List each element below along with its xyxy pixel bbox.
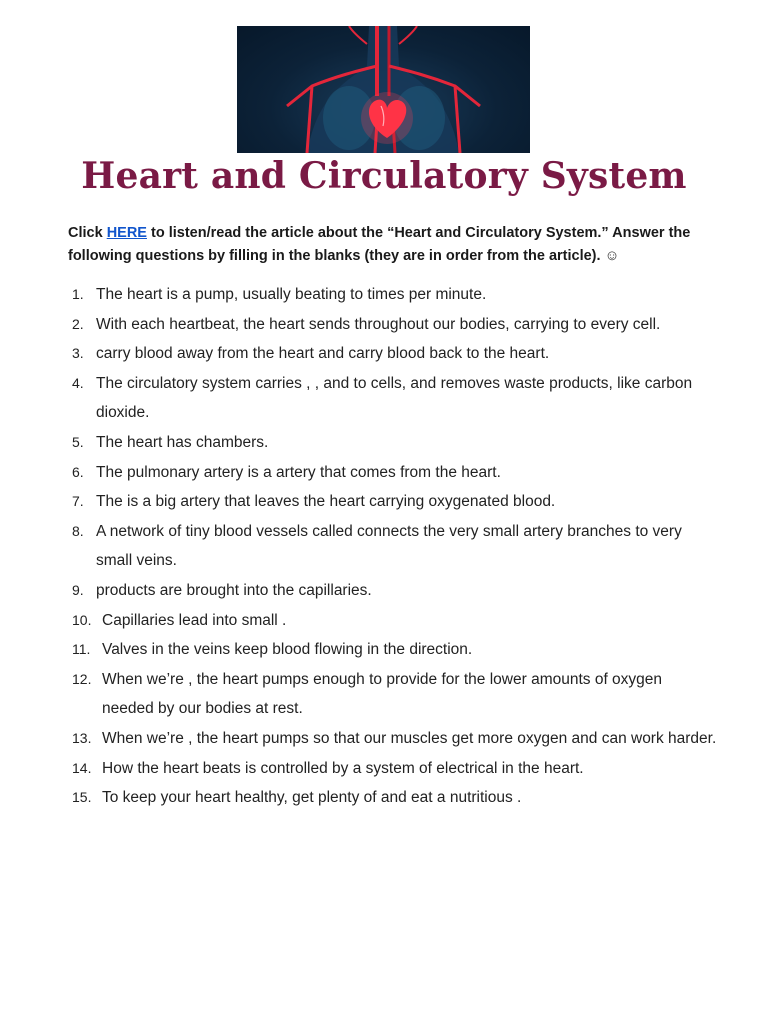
question-text: products are brought into the capillaries. xyxy=(96,581,372,599)
intro-prefix: Click xyxy=(68,225,107,241)
question-text: A network of tiny blood vessels called connects the very small artery branches to very small veins. xyxy=(96,522,682,570)
question-number: 9. xyxy=(72,581,84,598)
question-number: 15. xyxy=(72,789,92,806)
question-item xyxy=(68,487,718,517)
question-text: When we’re , the heart pumps enough to provide for the lower amounts of oxygen needed by our bodies at rest. xyxy=(102,670,663,718)
question-text: When we’re , the heart pumps so that our muscles get more oxygen and can work harder. xyxy=(102,729,717,747)
question-item xyxy=(68,458,718,488)
question-text: carry blood away from the heart and carry blood back to the heart. xyxy=(96,345,550,363)
question-item xyxy=(68,428,718,458)
question-text: The circulatory system carries , , and to cells, and removes waste products, like carbon dioxide. xyxy=(96,374,693,422)
question-text: The pulmonary artery is a artery that comes from the heart. xyxy=(96,463,501,481)
article-link[interactable]: HERE xyxy=(106,225,147,241)
question-item xyxy=(68,783,718,813)
question-item xyxy=(68,635,718,665)
question-number: 4. xyxy=(72,374,84,391)
intro-suffix: to listen/read the article about the “Heart and Circulatory System.” Answer the following questions by filling in the blanks (they are in order from the article). ☺ xyxy=(68,225,691,264)
question-text: How the heart beats is controlled by a system of electrical in the heart. xyxy=(102,759,584,777)
question-item xyxy=(68,517,718,576)
question-number: 14. xyxy=(72,759,92,776)
question-text: The heart has chambers. xyxy=(96,433,269,451)
question-text: Valves in the veins keep blood flowing in the direction. xyxy=(102,641,473,659)
circulatory-system-illustration xyxy=(237,26,530,153)
question-item xyxy=(68,724,718,754)
question-number: 3. xyxy=(72,345,84,362)
instructions xyxy=(68,222,708,268)
question-text: To keep your heart healthy, get plenty of and eat a nutritious . xyxy=(102,789,522,807)
question-text: The heart is a pump, usually beating to times per minute. xyxy=(96,286,487,303)
question-item xyxy=(68,369,718,428)
question-item xyxy=(68,280,718,310)
question-number: 2. xyxy=(72,315,84,332)
question-text: The is a big artery that leaves the heart carrying oxygenated blood. xyxy=(96,493,556,511)
question-number: 13. xyxy=(72,729,92,746)
question-number: 1. xyxy=(72,286,84,302)
question-number: 10. xyxy=(72,611,92,628)
question-number: 5. xyxy=(72,433,84,450)
question-text: Capillaries lead into small . xyxy=(102,611,287,629)
question-item xyxy=(68,310,718,340)
question-item xyxy=(68,754,718,784)
page-title: Heart and Circulatory System xyxy=(81,155,687,197)
question-number: 7. xyxy=(72,493,84,510)
question-text: With each heartbeat, the heart sends throughout our bodies, carrying to every cell. xyxy=(96,315,661,333)
question-item xyxy=(68,576,718,606)
header-image xyxy=(237,26,530,153)
question-number: 6. xyxy=(72,463,84,480)
question-number: 12. xyxy=(72,670,92,687)
question-item xyxy=(68,606,718,636)
question-number: 8. xyxy=(72,522,84,539)
question-item xyxy=(68,665,718,724)
question-number: 11. xyxy=(72,641,91,658)
question-list xyxy=(68,280,718,813)
question-item xyxy=(68,339,718,369)
